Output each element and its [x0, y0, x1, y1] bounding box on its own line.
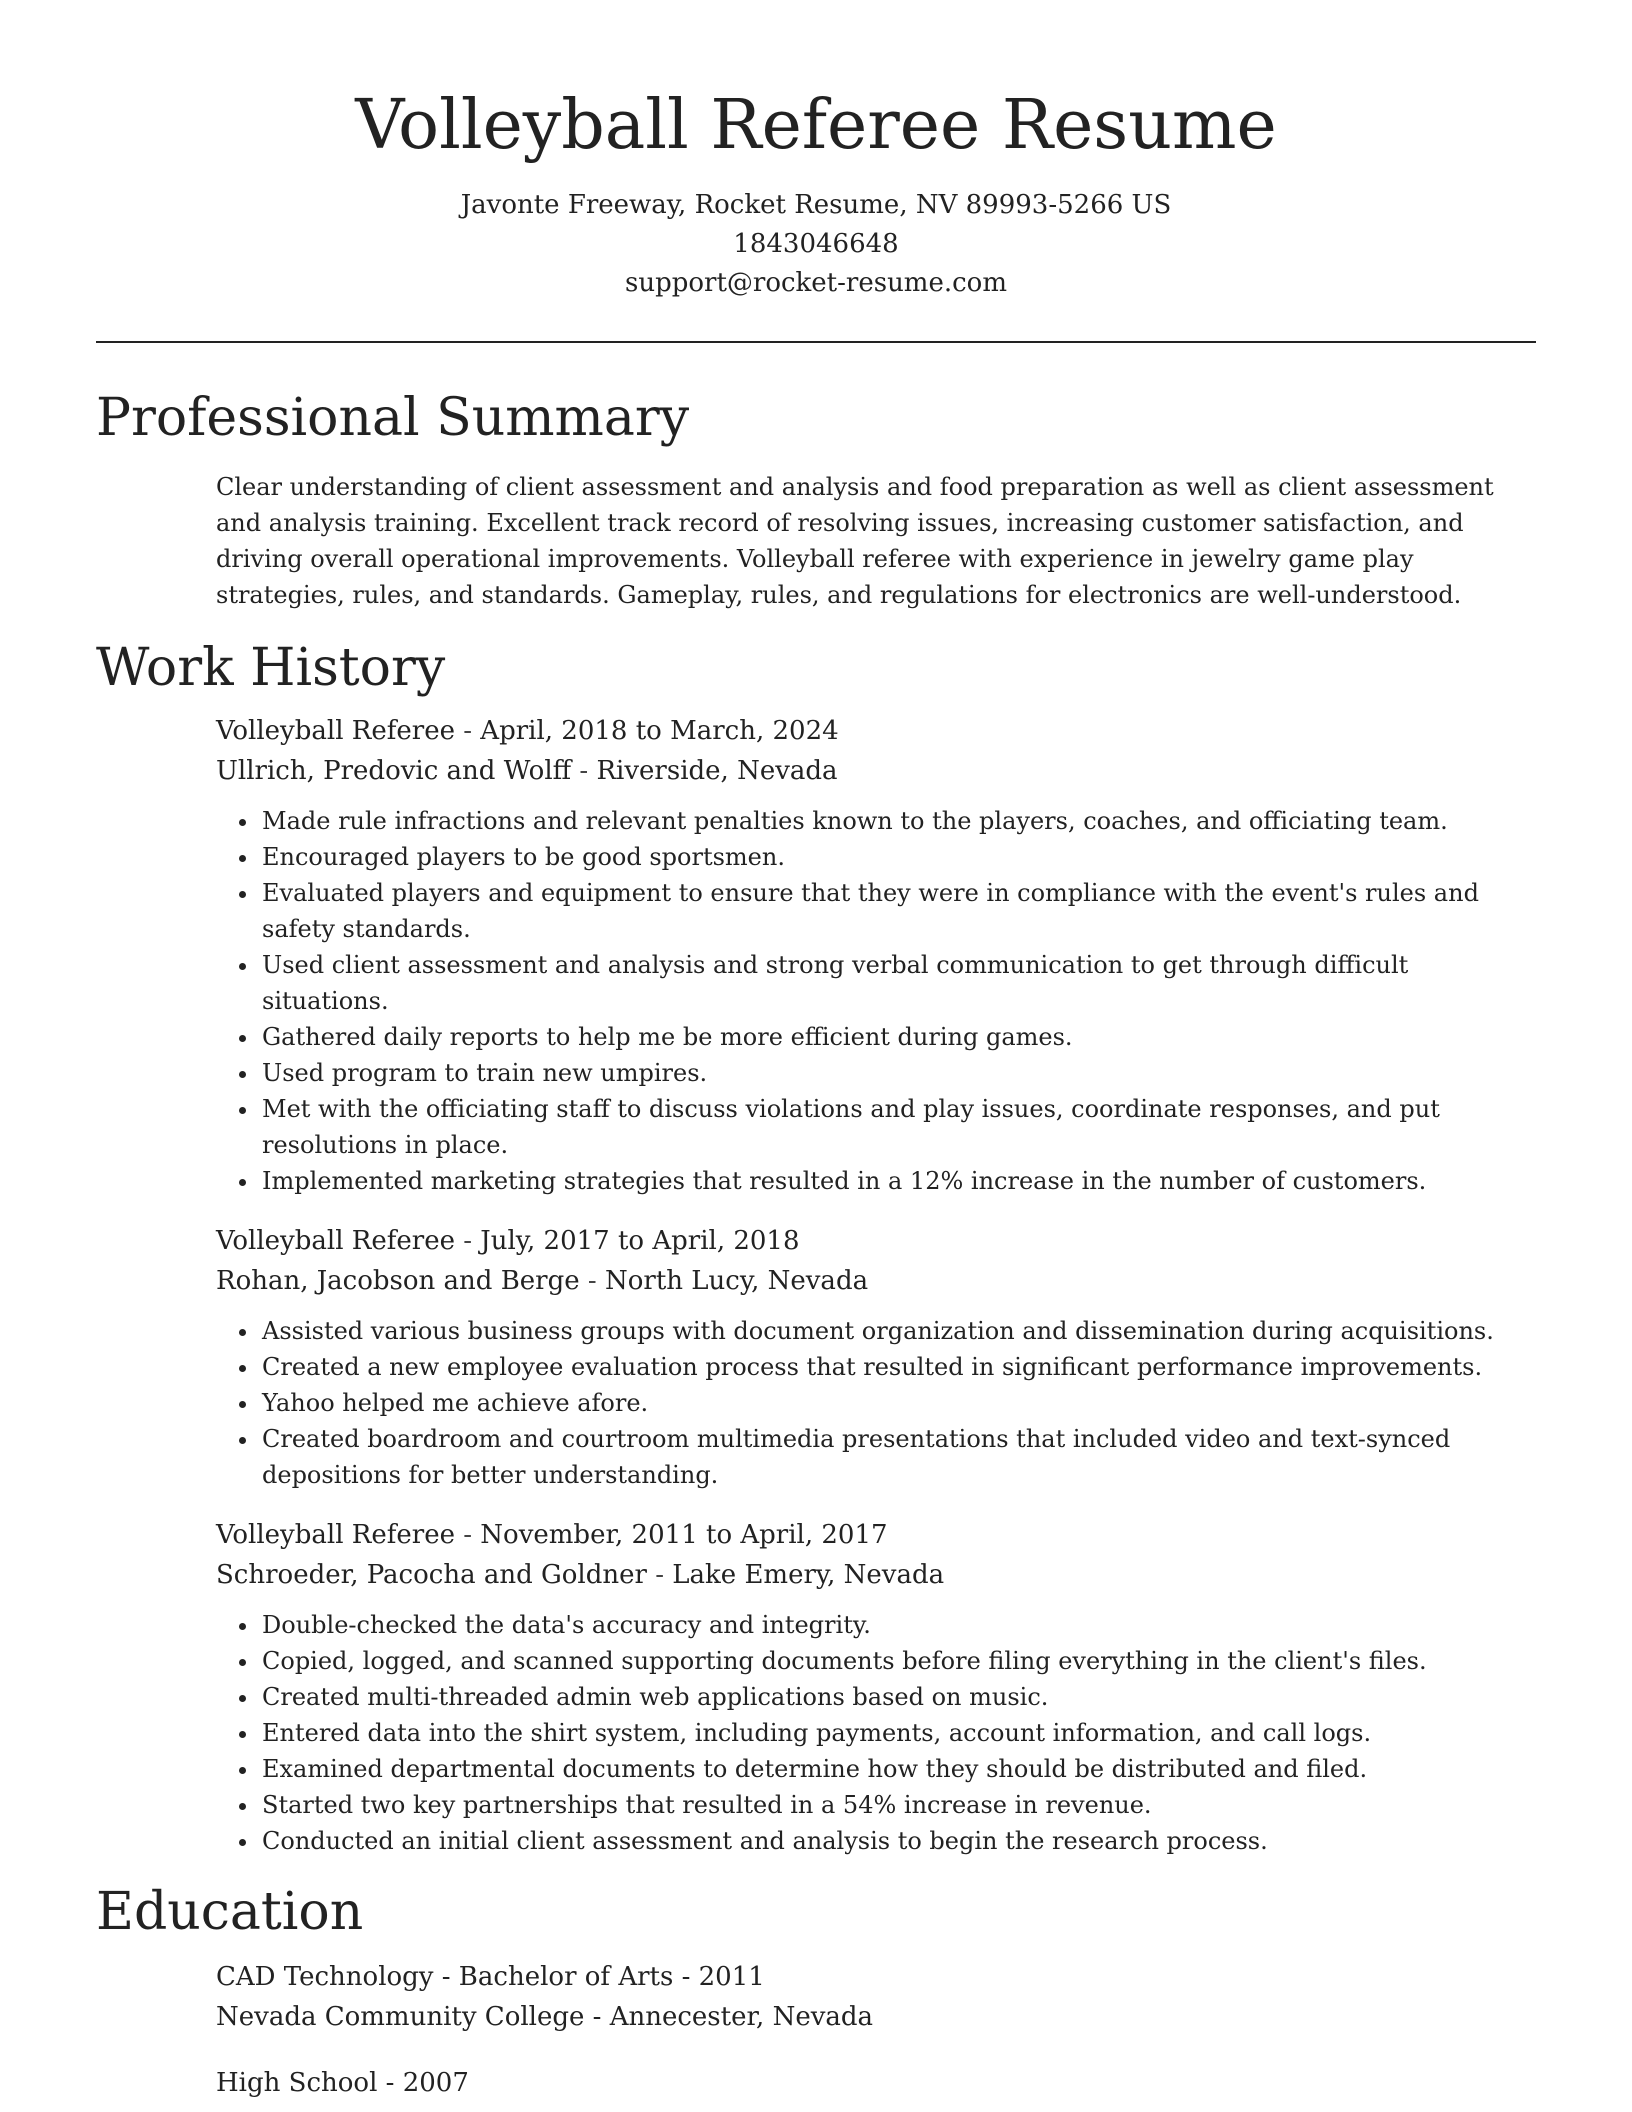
resume-header	[0, 0, 1632, 303]
separator: -	[454, 1520, 481, 1550]
education-school: Nevada Community College - Annecester, Nevada	[216, 2002, 874, 2032]
job-title-line	[216, 1221, 1536, 1261]
job-dates: April, 2018 to March, 2024	[480, 716, 839, 746]
address: Javonte Freeway, Rocket Resume, NV 89993-5266 US	[460, 190, 1172, 220]
duty-item: • Conducted an initial client assessment and analysis to begin the research process.	[260, 1823, 1536, 1859]
education-heading: Education	[96, 1882, 364, 1942]
job-dates: November, 2011 to April, 2017	[480, 1520, 888, 1550]
duty-item: • Assisted various business groups with document organization and dissemination during acquisitions.	[260, 1313, 1536, 1349]
contact-info	[0, 186, 1632, 303]
job-location: Lake Emery, Nevada	[672, 1560, 945, 1590]
duty-item: • Encouraged players to be good sportsmen.	[260, 839, 1536, 875]
separator: -	[454, 1226, 481, 1256]
separator: -	[646, 1560, 673, 1590]
education-degree: High School - 2007	[216, 2068, 469, 2098]
job-duties	[216, 803, 1536, 1199]
duty-item: • Examined departmental documents to determine how they should be distributed and filed.	[260, 1751, 1536, 1787]
duty-item: • Implemented marketing strategies that resulted in a 12% increase in the number of customers.	[260, 1163, 1536, 1199]
duty-item: • Evaluated players and equipment to ensure that they were in compliance with the event's rules and safety standards.	[260, 875, 1536, 947]
job-company-line	[216, 1261, 1536, 1301]
education-entry	[216, 2063, 1536, 2103]
duty-item: • Used program to train new umpires.	[260, 1055, 1536, 1091]
job-company-line	[216, 751, 1536, 791]
duty-item: • Used client assessment and analysis and strong verbal communication to get through difficult situations.	[260, 947, 1536, 1019]
duty-item: • Created a new employee evaluation process that resulted in significant performance improvements.	[260, 1349, 1536, 1385]
job-entry	[216, 1515, 1536, 1859]
job-location: Riverside, Nevada	[596, 756, 838, 786]
separator: -	[579, 1266, 605, 1296]
duty-item: • Created multi-threaded admin web applications based on music.	[260, 1679, 1536, 1715]
job-title-line	[216, 1515, 1536, 1555]
summary-heading: Professional Summary	[96, 388, 690, 448]
header-divider	[96, 341, 1536, 343]
duty-item: • Entered data into the shirt system, including payments, account information, and call logs.	[260, 1715, 1536, 1751]
separator: -	[454, 716, 481, 746]
education-degree: CAD Technology - Bachelor of Arts - 2011	[216, 1962, 765, 1992]
job-role: Volleyball Referee	[216, 1226, 455, 1256]
job-duties	[216, 1313, 1536, 1493]
duty-item: • Created boardroom and courtroom multimedia presentations that included video and text-synced depositions for better understanding.	[260, 1421, 1536, 1493]
summary-text: Clear understanding of client assessment and analysis and food preparation as well as client assessment and analysis training. Excellent track record of resolving issues, increasing customer satisfaction, and driving overall operational improvements. Volleyball referee with experience in jewelry game play strategies, rules, and standards. Gameplay, rules, and regulations for electronics are well-understood.	[216, 473, 1494, 609]
duty-item: • Started two key partnerships that resulted in a 54% increase in revenue.	[260, 1787, 1536, 1823]
resume-title: Volleyball Referee Resume	[355, 86, 1277, 165]
separator: -	[571, 756, 597, 786]
work-history-heading: Work History	[96, 638, 446, 698]
duty-item: • Double-checked the data's accuracy and integrity.	[260, 1607, 1536, 1643]
job-company-line	[216, 1555, 1536, 1595]
job-company: Rohan, Jacobson and Berge	[216, 1266, 580, 1296]
duty-item: • Met with the officiating staff to discuss violations and play issues, coordinate responses, and put resolutions in place.	[260, 1091, 1536, 1163]
duty-item: • Made rule infractions and relevant penalties known to the players, coaches, and officiating team.	[260, 803, 1536, 839]
job-location: North Lucy, Nevada	[604, 1266, 869, 1296]
education-entry	[216, 1957, 1536, 2037]
job-duties	[216, 1607, 1536, 1859]
duty-item: • Gathered daily reports to help me be more efficient during games.	[260, 1019, 1536, 1055]
job-dates: July, 2017 to April, 2018	[480, 1226, 800, 1256]
job-company: Schroeder, Pacocha and Goldner	[216, 1560, 647, 1590]
job-role: Volleyball Referee	[216, 1520, 455, 1550]
job-entry	[216, 711, 1536, 1199]
job-company: Ullrich, Predovic and Wolff	[216, 756, 572, 786]
job-title-line	[216, 711, 1536, 751]
work-history-list	[0, 711, 1632, 1859]
duty-item: • Copied, logged, and scanned supporting documents before filing everything in the client's files.	[260, 1643, 1536, 1679]
duty-item: • Yahoo helped me achieve afore.	[260, 1385, 1536, 1421]
phone: 1843046648	[733, 229, 899, 259]
job-entry	[216, 1221, 1536, 1493]
job-role: Volleyball Referee	[216, 716, 455, 746]
email: support@rocket-resume.com	[624, 268, 1007, 298]
